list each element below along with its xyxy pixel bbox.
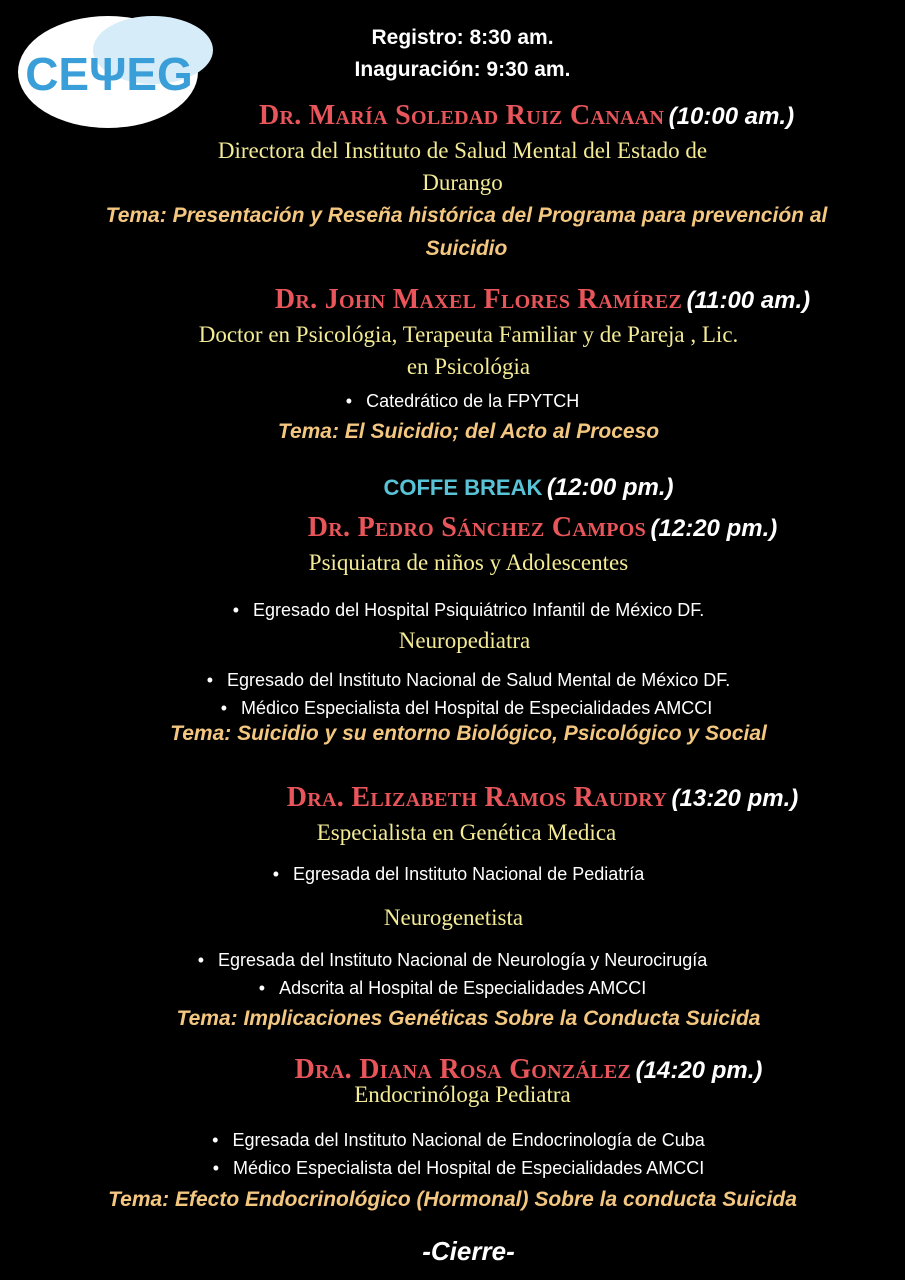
- speaker-time: (12:20 pm.): [650, 515, 778, 542]
- coffee-time: (12:00 pm.): [546, 474, 674, 501]
- speaker-title: Doctor en Psicológia, Terapeuta Familiar y de Pareja , Lic.: [198, 322, 739, 347]
- bullet-item: • Egresado del Instituto Nacional de Salud Mental de México DF.: [16, 670, 905, 691]
- bullet-item: • Egresada del Instituto Nacional de Endocrinología de Cuba: [6, 1130, 905, 1151]
- speaker-title: Durango: [422, 170, 503, 195]
- speaker-3-heading: [90, 512, 905, 544]
- bullet-item: • Médico Especialista del Hospital de Especialidades AMCCI: [6, 1158, 905, 1179]
- speaker-time: (10:00 am.): [668, 103, 795, 130]
- bullet-item: • Catedrático de la FPYTCH: [10, 391, 905, 412]
- speaker-4-heading: [90, 782, 905, 814]
- coffee-label: COFFE BREAK: [383, 475, 543, 500]
- coffee-break: [76, 474, 905, 502]
- speaker-time: (14:20 pm.): [635, 1057, 763, 1084]
- speaker-name: Dra. Diana Rosa González: [294, 1054, 632, 1085]
- speaker-name: Dr. John Maxel Flores Ramírez: [274, 284, 683, 315]
- speaker-name: Dr. Pedro Sánchez Campos: [307, 512, 647, 543]
- speaker-time: (11:00 am.): [686, 287, 811, 314]
- bullet-item: • Egresado del Hospital Psiquiátrico Infantil de México DF.: [16, 600, 905, 621]
- bullet-item: • Médico Especialista del Hospital de Especialidades AMCCI: [14, 698, 905, 719]
- speaker-time: (13:20 pm.): [671, 785, 799, 812]
- bullet-item: • Adscrita al Hospital de Especialidades AMCCI: [0, 978, 905, 999]
- bullet-item: • Egresada del Instituto Nacional de Pediatría: [6, 864, 905, 885]
- logo-text: CEΨEG: [25, 48, 193, 100]
- speaker-2-heading: [90, 284, 905, 316]
- speaker-title: Endocrinóloga Pediatra: [354, 1082, 571, 1107]
- speaker-title: Directora del Instituto de Salud Mental del Estado de: [217, 138, 708, 163]
- speaker-tema: Tema: Presentación y Reseña histórica del Programa para prevención al: [105, 204, 828, 227]
- speaker-title: Neuropediatra: [398, 628, 531, 653]
- bullet-item: • Egresada del Instituto Nacional de Neurología y Neurocirugía: [0, 950, 905, 971]
- speaker-1-heading: [74, 100, 905, 132]
- speaker-tema: Tema: Implicaciones Genéticas Sobre la Conducta Suicida: [176, 1007, 761, 1030]
- speaker-title: Neurogenetista: [383, 905, 524, 930]
- closing-text: -Cierre-: [422, 1236, 515, 1266]
- speaker-tema: Tema: El Suicidio; del Acto al Proceso: [277, 420, 660, 443]
- speaker-title: Especialista en Genética Medica: [316, 820, 617, 845]
- inauguracion-time: Inaguración: 9:30 am.: [354, 58, 571, 81]
- speaker-tema: Tema: Efecto Endocrinológico (Hormonal) Sobre la conducta Suicida: [108, 1188, 797, 1211]
- speaker-tema: Tema: Suicidio y su entorno Biológico, Psicológico y Social: [170, 722, 767, 745]
- registro-time: Registro: 8:30 am.: [371, 26, 554, 49]
- speaker-title: en Psicológia: [406, 354, 531, 379]
- speaker-name: Dr. María Soledad Ruiz Canaan: [258, 100, 665, 131]
- speaker-title: Psiquiatra de niños y Adolescentes: [308, 550, 629, 575]
- speaker-name: Dra. Elizabeth Ramos Raudry: [286, 782, 668, 813]
- speaker-tema: Suicidio: [425, 237, 508, 260]
